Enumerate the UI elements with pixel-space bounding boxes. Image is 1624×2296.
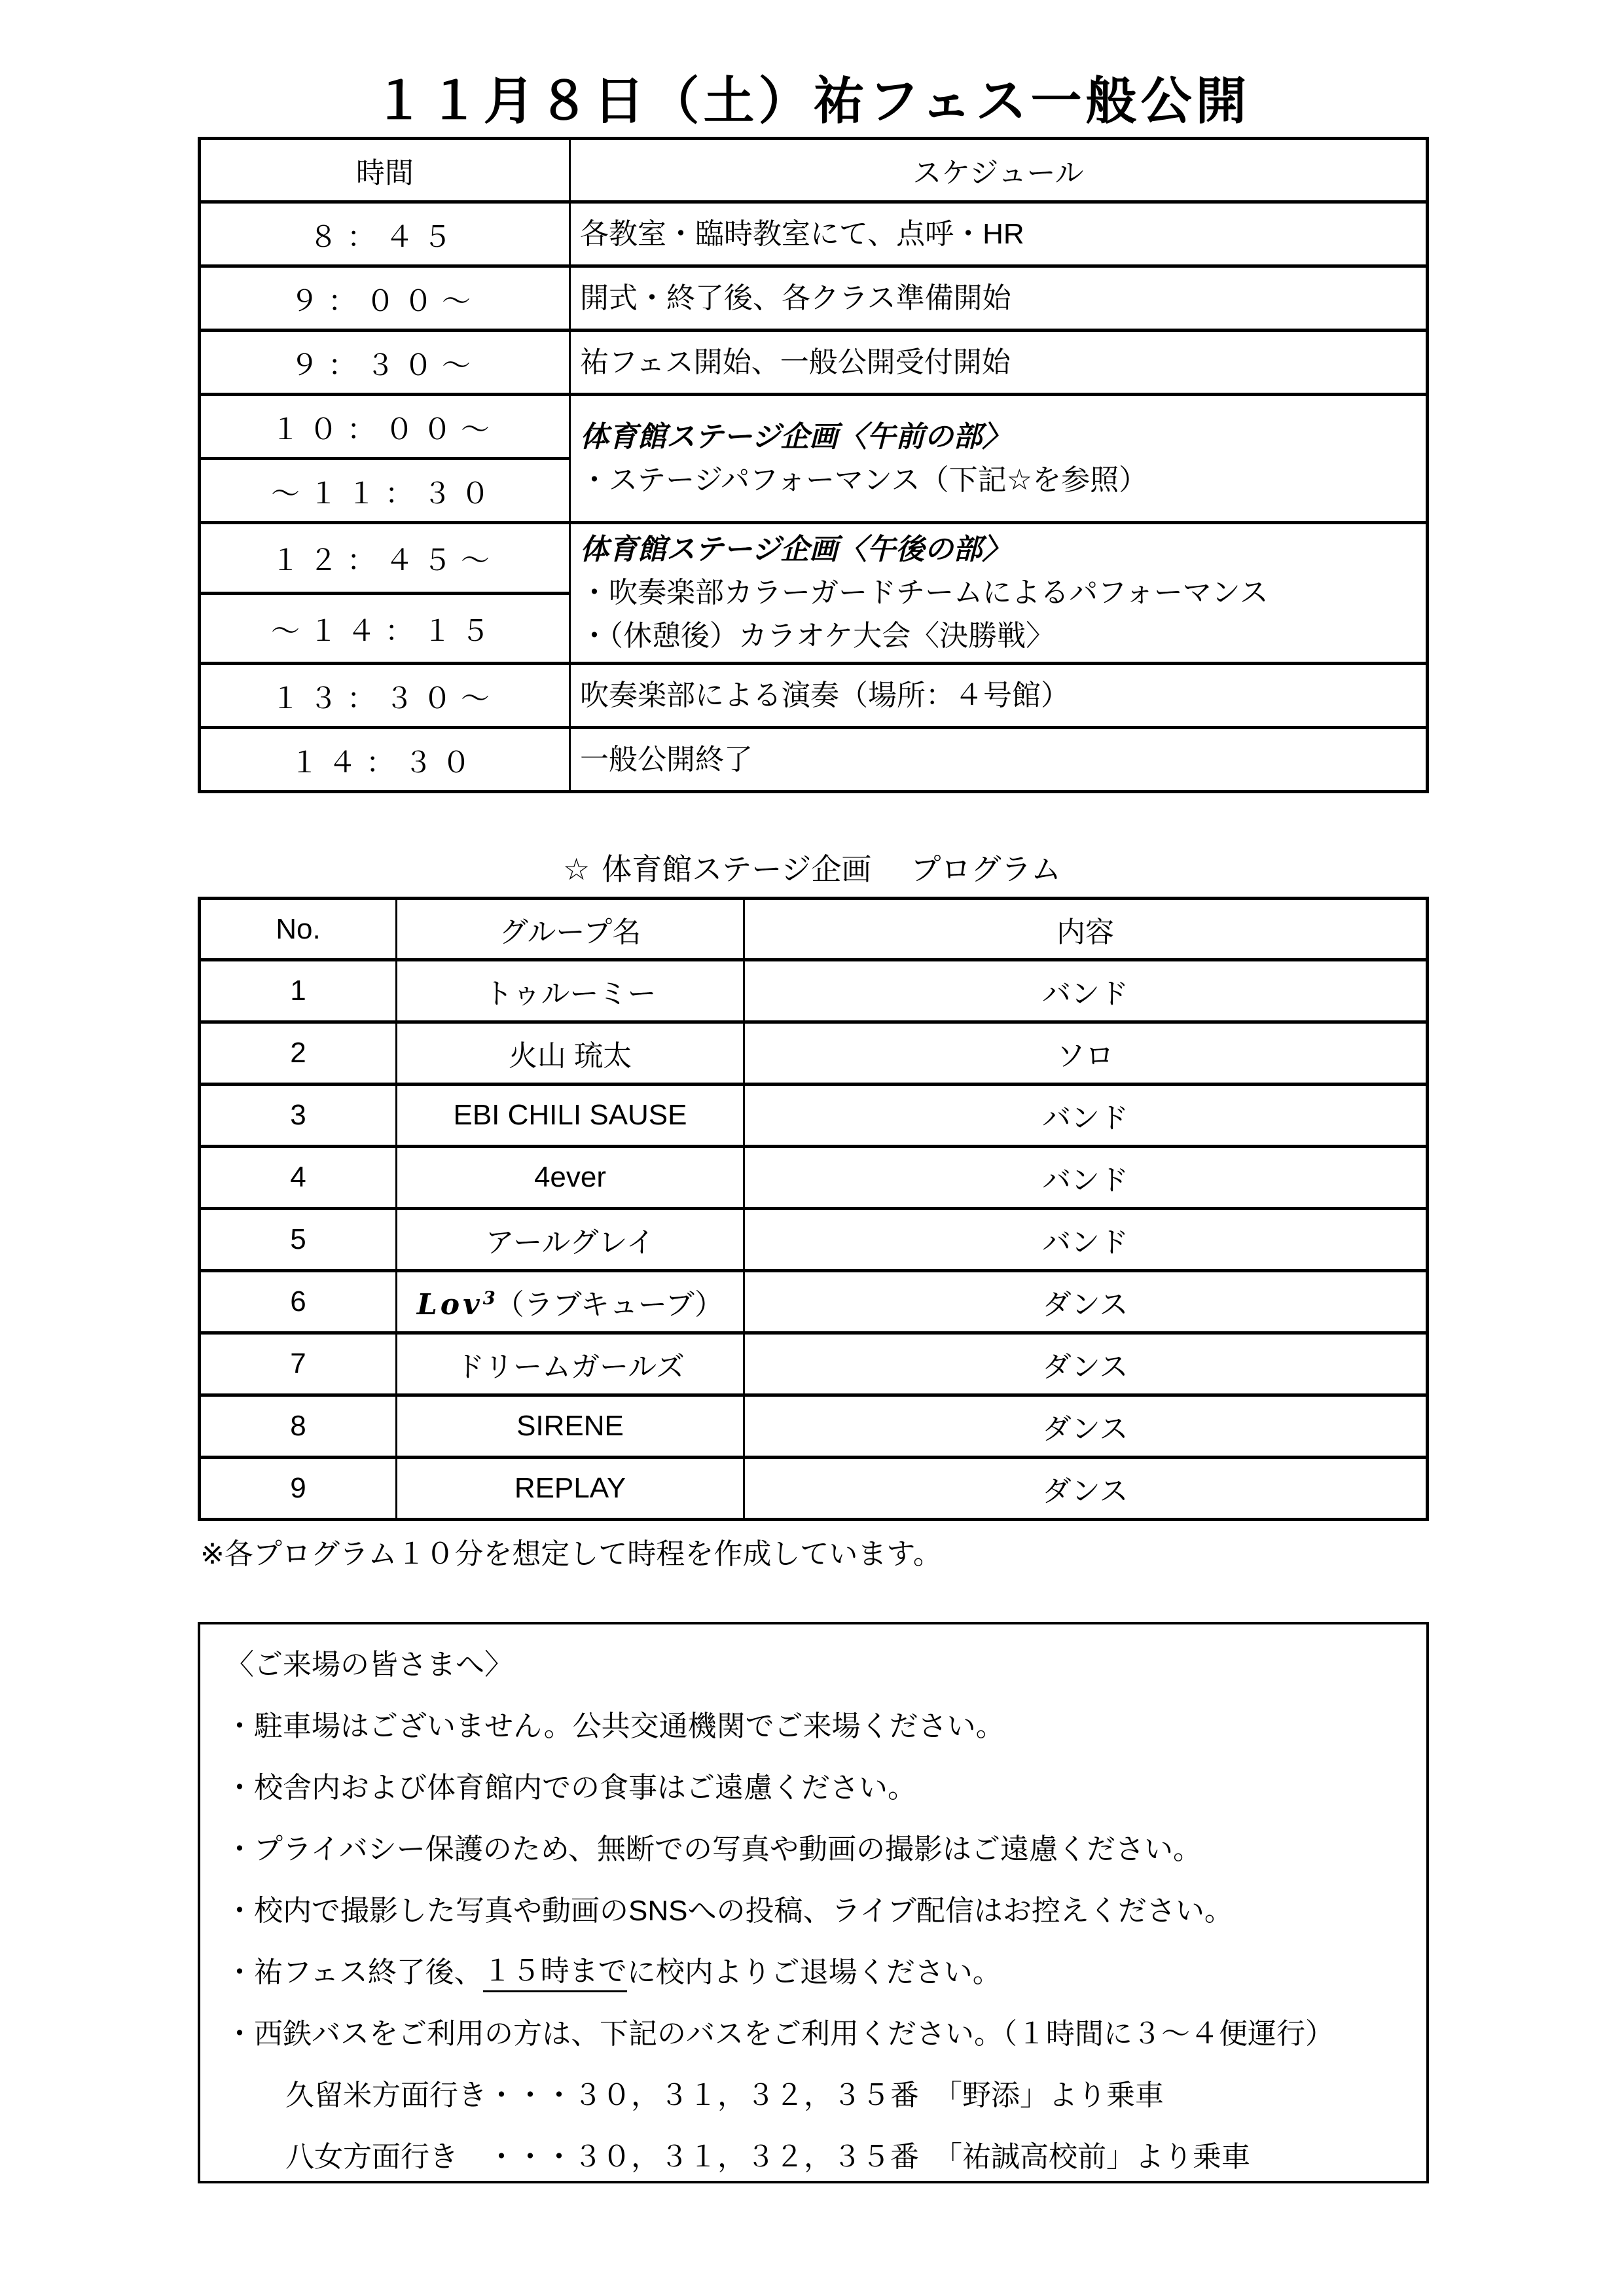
schedule-header-schedule: スケジュール: [570, 139, 1428, 202]
exit-line-suffix: に校内よりご退場ください。: [626, 1956, 1001, 1988]
schedule-desc: 一般公開終了: [570, 728, 1428, 792]
table-row: [200, 1271, 1428, 1333]
stage-block-heading: 体育館ステージ企画〈午前の部〉: [580, 420, 1011, 453]
program-genre: バンド: [744, 1209, 1428, 1271]
program-genre: ダンス: [744, 1333, 1428, 1395]
schedule-desc: 吹奏楽部による演奏（場所：４号館）: [570, 664, 1428, 728]
program-group-name: REPLAY: [397, 1458, 744, 1520]
schedule-desc: 各教室・臨時教室にて、点呼・HR: [570, 202, 1428, 266]
stage-block-item: ・（休憩後）カラオケ大会〈決勝戦〉: [580, 620, 1055, 652]
program-genre: バンド: [744, 1147, 1428, 1209]
table-row: [200, 1085, 1428, 1147]
table-row: [200, 1147, 1428, 1209]
stage-block-heading: 体育館ステージ企画〈午後の部〉: [580, 533, 1011, 565]
notice-title: 〈ご来場の皆さまへ〉: [225, 1649, 513, 1681]
program-no: 7: [200, 1333, 397, 1395]
table-row: [200, 664, 1428, 728]
table-row: [200, 523, 1428, 594]
table-row: [200, 728, 1428, 792]
program-genre: ダンス: [744, 1271, 1428, 1333]
table-row: [200, 1395, 1428, 1458]
exit-deadline-underlined: １５時まで: [483, 1947, 627, 1992]
schedule-time-start: １０：００～: [200, 395, 570, 459]
program-header-no: No.: [200, 899, 397, 960]
program-no: 5: [200, 1209, 397, 1271]
program-duration-note: ※各プログラム１０分を想定して時程を作成しています。: [200, 1538, 942, 1570]
schedule-header-row: [200, 139, 1428, 202]
schedule-header-time: 時間: [200, 139, 570, 202]
notice-item-bus-intro: ・西鉄バスをご利用の方は、下記のバスをご利用ください。（１時間に３～４便運行）: [225, 2018, 1334, 2050]
program-group-name: 4ever: [397, 1147, 744, 1209]
stage-block-item: ・吹奏楽部カラーガードチームによるパフォーマンス: [580, 577, 1269, 609]
schedule-time-end: ～１１：３０: [200, 459, 570, 523]
bus-line-yame: 八女方面行き ・・・３０，３１，３２，３５番 「祐誠高校前」より乗車: [285, 2141, 1250, 2173]
program-group-name: EBI CHILI SAUSE: [397, 1085, 744, 1147]
program-genre: ダンス: [744, 1458, 1428, 1520]
notice-item: ・駐車場はございません。公共交通機関でご来場ください。: [225, 1710, 1005, 1742]
notice-item: ・プライバシー保護のため、無断での写真や動画の撮影はご遠慮ください。: [225, 1833, 1202, 1865]
star-icon: ☆: [563, 852, 590, 886]
program-no: 1: [200, 960, 397, 1022]
program-header-group: グループ名: [397, 899, 744, 960]
program-table: [198, 897, 1429, 1521]
schedule-desc: 開式・終了後、各クラス準備開始: [570, 266, 1428, 331]
schedule-table: [198, 137, 1429, 793]
lovcube-latin-logo: Lov$^3$: [416, 1287, 496, 1321]
schedule-time-start: １２：４５～: [200, 523, 570, 594]
schedule-desc: 祐フェス開始、一般公開受付開始: [570, 331, 1428, 395]
schedule-time-end: ～１４：１５: [200, 593, 570, 664]
page-title: １１月８日（土）祐フェス一般公開: [373, 72, 1251, 130]
visitor-notice-box: [198, 1622, 1429, 2183]
table-row: [200, 1209, 1428, 1271]
stage-block-item: ・ステージパフォーマンス（下記☆を参照）: [580, 463, 1148, 496]
program-genre: ダンス: [744, 1395, 1428, 1458]
table-row: [200, 331, 1428, 395]
program-section-heading: [0, 846, 1624, 889]
lovcube-reading: （ラブキューブ）: [495, 1289, 724, 1321]
program-group-name: ドリームガールズ: [397, 1333, 744, 1395]
table-row: [200, 266, 1428, 331]
schedule-desc-afternoon-block: [570, 523, 1428, 664]
schedule-time: １４：３０: [200, 728, 570, 792]
program-no: 2: [200, 1022, 397, 1085]
notice-item: ・校内で撮影した写真や動画のSNSへの投稿、ライブ配信はお控えください。: [225, 1895, 1233, 1927]
schedule-time: ９：００～: [200, 266, 570, 331]
program-heading-text: 体育館ステージ企画: [602, 852, 872, 886]
program-heading-suffix: プログラム: [911, 852, 1061, 886]
program-no: 4: [200, 1147, 397, 1209]
program-header-row: [200, 899, 1428, 960]
table-row: [200, 395, 1428, 459]
program-genre: バンド: [744, 1085, 1428, 1147]
program-no: 6: [200, 1271, 397, 1333]
program-genre: バンド: [744, 960, 1428, 1022]
table-row: [200, 1333, 1428, 1395]
exit-line-prefix: ・祐フェス終了後、: [225, 1956, 483, 1988]
program-group-name: トゥルーミー: [397, 960, 744, 1022]
program-header-content: 内容: [744, 899, 1428, 960]
notice-item: ・校舎内および体育館内での食事はご遠慮ください。: [225, 1772, 916, 1804]
table-row: [200, 960, 1428, 1022]
schedule-time: ８：４５: [200, 202, 570, 266]
schedule-time: １３：３０～: [200, 664, 570, 728]
program-group-name-lovcube: [397, 1271, 744, 1333]
program-no: 3: [200, 1085, 397, 1147]
program-group-name: アールグレイ: [397, 1209, 744, 1271]
program-group-name: 火山 琉太: [397, 1022, 744, 1085]
table-row: [200, 1022, 1428, 1085]
table-row: [200, 1458, 1428, 1520]
program-no: 8: [200, 1395, 397, 1458]
schedule-desc-morning-block: [570, 395, 1428, 523]
bus-line-kurume: 久留米方面行き・・・３０，３１，３２，３５番 「野添」より乗車: [285, 2079, 1164, 2111]
lovcube-superscript: 3: [482, 1287, 496, 1309]
table-row: [200, 202, 1428, 266]
program-no: 9: [200, 1458, 397, 1520]
notice-item-exit-time: [225, 1939, 1401, 2000]
program-genre: ソロ: [744, 1022, 1428, 1085]
program-group-name: SIRENE: [397, 1395, 744, 1458]
schedule-time: ９：３０～: [200, 331, 570, 395]
